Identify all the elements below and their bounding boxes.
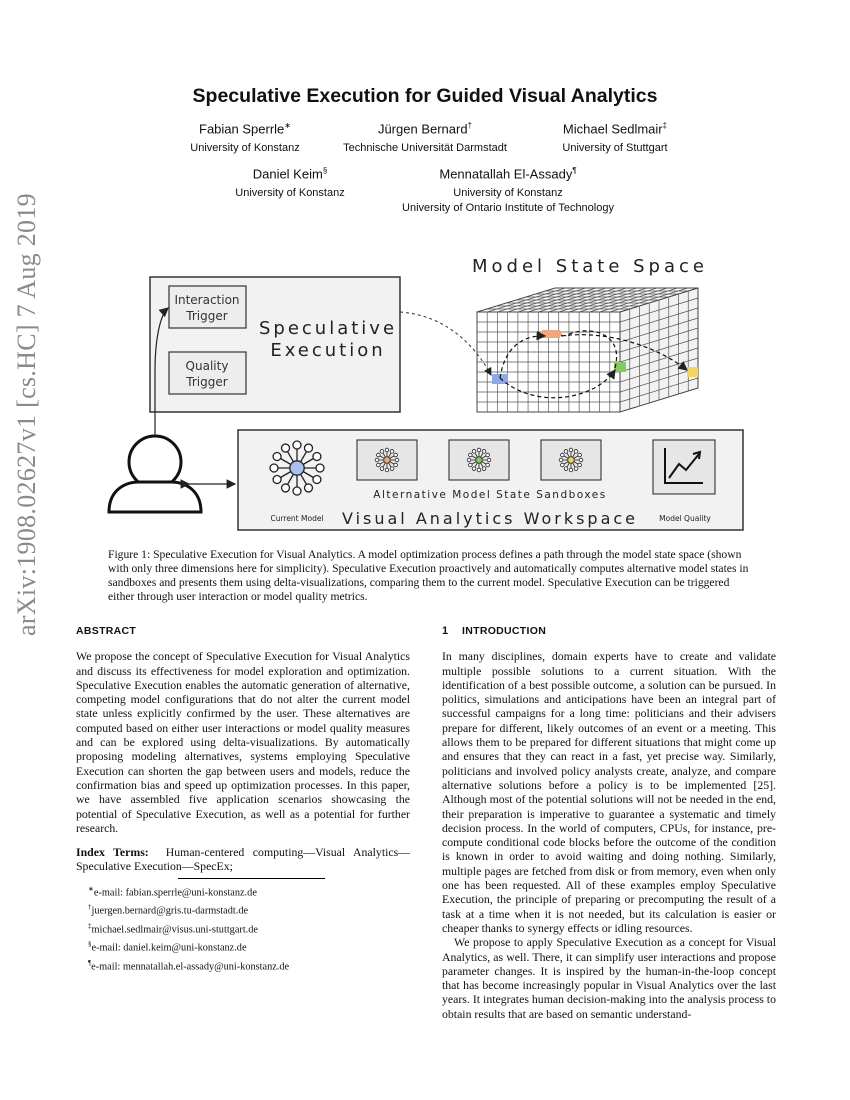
footnote: †juergen.bernard@gris.tu-darmstadt.de	[88, 903, 249, 917]
abstract-heading	[76, 624, 410, 638]
current-model-label: Current Model	[270, 514, 324, 523]
footnote-rule	[178, 878, 325, 879]
author-name: Jürgen Bernard†	[377, 121, 473, 137]
cube-cell-yellow	[687, 367, 698, 377]
speculative-label-1: Speculative	[258, 318, 398, 339]
quality-trigger-label-2: Trigger	[186, 375, 228, 389]
figure-caption: Figure 1: Speculative Execution for Visual Analytics. A model optimization process defines a path through the model state space (shown with only three dimensions here for simplicity). Speculative Execution proactively and automatically computes alternative model states in sandboxes and presents them using delta-visualizations, comparing them to the current model. Speculative Execution can be triggered either through user interaction or model quality metrics.	[108, 548, 749, 603]
introduction-paragraph-2: We propose to apply Speculative Execution as a concept for Visual Analytics, as well. There, it can simplify user interactions and propose parameter changes. It is inspired by the human-in-the-loop concept that has become increasingly popular in Visual Analytics over the last years. It integrates human decision-making into the analysis process to obtain results that are based on semantic understand-	[442, 935, 776, 1021]
author-affiliation: Technische Universität Darmstadt	[343, 142, 507, 155]
author-name: Daniel Keim§	[252, 166, 328, 182]
author-affiliation: University of Stuttgart	[562, 142, 668, 155]
author-block-1	[165, 121, 325, 156]
paper-title: Speculative Execution for Guided Visual Analytics	[192, 85, 658, 107]
footnote: §e-mail: daniel.keim@uni-konstanz.de	[88, 940, 247, 954]
footnotes	[88, 882, 408, 974]
arxiv-identifier: arXiv:1908.02627v1 [cs.HC] 7 Aug 2019	[12, 193, 41, 636]
abstract-heading-text: ABSTRACT	[76, 625, 137, 637]
introduction-paragraph-1: In many disciplines, domain experts have to create and validate multiple possible solutions to a current situation. With the identification of a best possible outcome, a solution can be pursued. In politics, simulations and anticipations have been an integral part of successful campaigns for a long time: politicians and their advisers prepare for different, likely outcomes of an event or a meeting. This allows them to be prepared for different situations that might come up and ensures that they can react in a fast, yet precise way. Similarly, politicians and involved policy analysts create, analyze, and compare alternative solutions before a policy is to be implemented [25]. Although most of the potential solutions will not be needed in the end, their preparation is imperative to guarantee a systematic and timely decision process. In the world of computers, CPUs, for instance, pre-compute conditional code blocks before the outcome of the condition is known in order to avoid waiting and doing nothing. Similarly, multiple pages are fetched from disk or from memory, even when only one has been requested. All of these examples employ Speculative Execution, the principle of preparing or precomputing the result of a task at a time when it is not needed, but its calculation is easier or cheaper thanks to synergy effects or idling resources.	[442, 649, 776, 935]
index-terms-label: Index Terms:	[76, 845, 149, 860]
left-column	[76, 624, 410, 874]
figure-speculative-execution	[95, 250, 755, 540]
interaction-trigger-label-1: Interaction	[174, 293, 240, 307]
footnote: ¶e-mail: mennatallah.el-assady@uni-konstanz.de	[88, 958, 290, 973]
author-block-4	[215, 166, 365, 201]
index-terms-text: Human-centered computing—Visual Analytics—Speculative Execution—SpecEx;	[76, 845, 411, 874]
introduction-heading-text: INTRODUCTION	[462, 625, 547, 637]
author-affiliation-secondary: University of Ontario Institute of Technology	[402, 202, 614, 215]
author-block-2	[325, 121, 525, 156]
quality-trigger-label-1: Quality	[185, 359, 229, 373]
model-state-space-label: Model State Space	[472, 256, 708, 277]
author-affiliation: University of Konstanz	[235, 187, 345, 200]
author-block-3	[525, 121, 705, 156]
cube-cell-orange-front	[542, 330, 560, 338]
right-column	[442, 624, 776, 1021]
author-block-5	[388, 166, 628, 216]
author-name: Mennatallah El-Assady¶	[439, 166, 577, 182]
workspace-label: Visual Analytics Workspace	[341, 509, 639, 528]
author-name: Fabian Sperrle∗	[199, 121, 291, 137]
footnote: ∗e-mail: fabian.sperrle@uni-konstanz.de	[88, 885, 257, 899]
author-name: Michael Sedlmair‡	[562, 121, 668, 137]
interaction-trigger-label-2: Trigger	[186, 309, 228, 323]
model-quality-label: Model Quality	[659, 514, 711, 523]
author-affiliation: University of Konstanz	[453, 187, 563, 200]
author-affiliation: University of Konstanz	[190, 142, 300, 155]
sandboxes-label: Alternative Model State Sandboxes	[373, 489, 607, 501]
user-icon	[109, 436, 201, 512]
index-terms	[76, 845, 410, 874]
section-number: 1	[442, 625, 449, 637]
abstract-text: We propose the concept of Speculative Execution for Visual Analytics and discuss its effectiveness for model exploration and optimization. Speculative Execution enables the automatic generation of alternative, competing model configurations that do not alter the current model state unless explicitly confirmed by the user. These alternatives are computed based on either user interactions or model quality measures and can be explored using delta-visualizations. By automatically proposing modeling alternatives, systems employing Speculative Execution can shorten the gap between users and models, reduce the confirmation bias and speed up optimization processes. In this paper, we have assembled five application scenarios showcasing the potential of Speculative Execution, as well as a potential for further research.	[76, 649, 410, 835]
footnote: ‡michael.sedlmair@visus.uni-stuttgart.de	[88, 921, 258, 936]
model-state-space-cube	[477, 288, 698, 412]
speculative-label-2: Execution	[270, 340, 386, 361]
introduction-heading	[442, 624, 776, 638]
